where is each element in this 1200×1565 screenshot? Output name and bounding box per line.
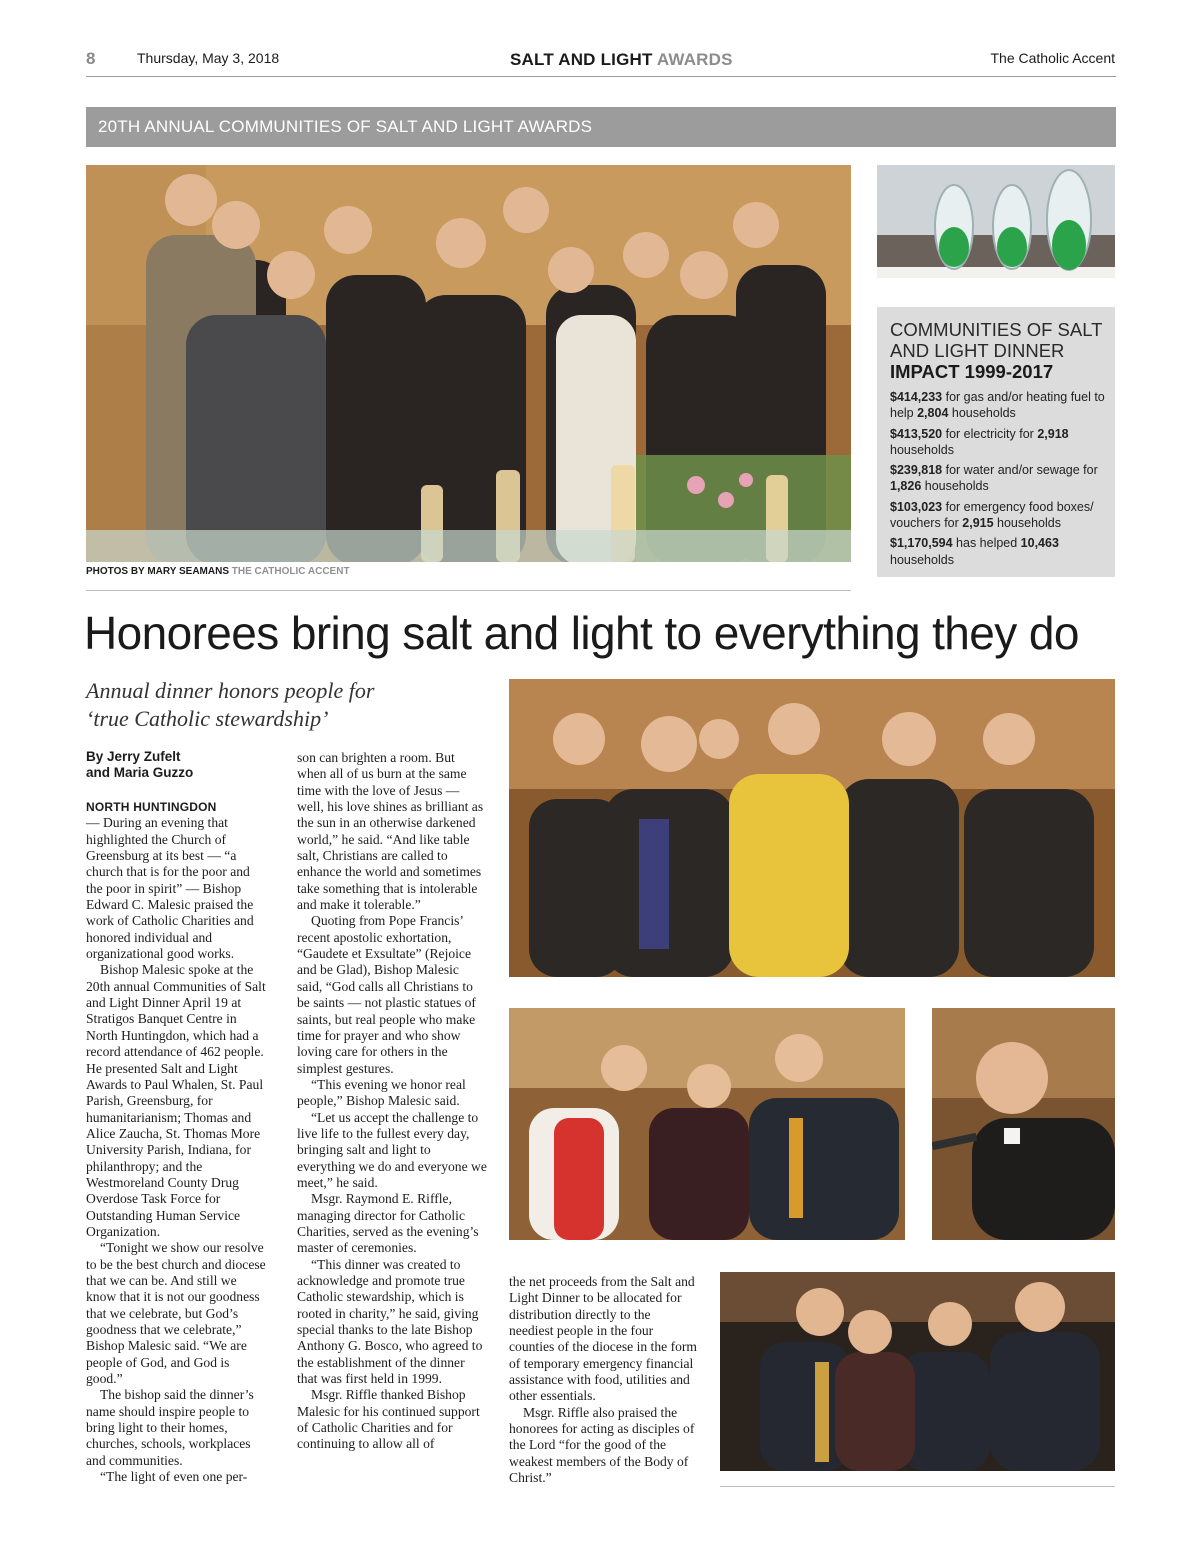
impact-item: $413,520 for electricity for 2,918 households [890, 426, 1069, 457]
section-title-primary: SALT AND LIGHT [510, 50, 653, 69]
header-divider [86, 76, 1116, 77]
paragraph: son can brighten a room. But when all of us burn at the same time with the love of Jesus — well, his love shines as brilliant as the sun in an otherwise darkened world,” he said. “And like table salt, Christians are called to enhance the world and sometimes take something that is intolerable and make it tolerable.” [297, 750, 484, 913]
paragraph: Msgr. Riffle thanked Bishop Malesic for his continued support of Catholic Charities and for continuing to allow all of [297, 1387, 480, 1452]
dateline: NORTH HUNTINGDON [86, 800, 217, 814]
honorees-photo-bottom [720, 1272, 1115, 1471]
banner-title: 20TH ANNUAL COMMUNITIES OF SALT AND LIGHT AWARDS [98, 117, 593, 136]
credit-divider [86, 590, 851, 591]
impact-list [890, 389, 1110, 572]
paragraph: — During an evening that highlighted the Church of Greensburg at its best — “a church that is for the poor and the poor in spirit” — Bishop Edward C. Malesic praised the work of Catholic Charities and honored individual and organizational good works. [86, 815, 254, 962]
article-column-3 [509, 1274, 697, 1486]
bottom-divider [720, 1486, 1115, 1487]
paragraph: “Let us accept the challenge to live life to the fullest every day, bringing salt and light to everything we do and everyone we meet,” he said. [297, 1109, 487, 1190]
speaker-portrait-photo [932, 1008, 1115, 1240]
publication-name: The Catholic Accent [990, 50, 1115, 66]
sidebar-subheading: IMPACT 1999-2017 [890, 361, 1054, 382]
paragraph: The bishop said the dinner’s name should inspire people to bring light to their homes, churches, schools, workplaces and communities. [86, 1387, 254, 1468]
photo-credit: PHOTOS BY MARY SEAMANS THE CATHOLIC ACCENT [86, 566, 350, 577]
paragraph: “This evening we honor real people,” Bishop Malesic said. [297, 1076, 466, 1109]
page-number: 8 [86, 49, 96, 68]
paragraph: “The light of even one per- [100, 1469, 248, 1485]
article-column-1 [86, 749, 268, 1485]
paragraph: Msgr. Raymond E. Riffle, managing director for Catholic Charities, served as the evening’s master of ceremonies. [297, 1191, 479, 1256]
byline: By Jerry Zufelt and Maria Guzzo [86, 749, 194, 780]
impact-item: $239,818 for water and/or sewage for 1,826 households [890, 463, 1098, 494]
section-title [510, 50, 733, 70]
impact-sidebar [877, 307, 1115, 577]
section-banner [86, 107, 1116, 147]
article-headline: Honorees bring salt and light to everything they do [84, 607, 1079, 659]
award-trophies-photo [877, 165, 1115, 278]
article-column-2 [297, 750, 487, 1453]
paragraph: Msgr. Riffle also praised the honorees for acting as disciples of the Lord “for the good of the weakest members of the Body of Christ.” [509, 1404, 695, 1486]
paragraph: Quoting from Pope Francis’ recent apostolic exhortation, “Gaudete et Exsultate” (Rejoice and be Glad), Bishop Malesic said, “God calls all Christians to be saints — not plastic statues of saints, but real people who make time for prayer and who show loving care for others in the simplest gestures. [297, 913, 476, 1076]
issue-date: Thursday, May 3, 2018 [137, 50, 280, 66]
paragraph: the net proceeds from the Salt and Light Dinner to be allocated for distribution directly to the neediest people in the four counties of the diocese in the form of temporary emergency financial assistance with food, utilities and other essentials. [509, 1274, 697, 1404]
group-photo-main [86, 165, 851, 562]
group-photo-honorees [509, 679, 1115, 977]
impact-item: $103,023 for emergency food boxes/ vouchers for 2,915 households [890, 499, 1094, 531]
impact-item: $414,233 for gas and/or heating fuel to help 2,804 households [890, 390, 1105, 421]
paragraph: Bishop Malesic spoke at the 20th annual Communities of Salt and Light Dinner April 19 at Stratigos Banquet Centre in North Huntingdon, which had a record attendance of 462 people. He presented Salt and Light Awards to Paul Whalen, St. Paul Parish, Greensburg, for humanitarianism; Thomas and Alice Zaucha, St. Thomas More University Parish, Indiana, for philanthropy; and the Westmoreland County Drug Overdose Task Force for Outstanding Human Service Organization. [86, 962, 266, 1239]
sidebar-heading: COMMUNITIES OF SALT AND LIGHT DINNER [890, 319, 1103, 361]
impact-item: $1,170,594 has helped 10,463 households [890, 536, 1059, 567]
section-title-secondary: AWARDS [656, 50, 733, 69]
article-deck: Annual dinner honors people for ‘true Catholic stewardship’ [86, 678, 375, 731]
paragraph: “This dinner was created to acknowledge and promote true Catholic stewardship, which is rooted in charity,” he said, giving special thanks to the late Bishop Anthony G. Bosco, who agreed to the establishment of the dinner that was first held in 1999. [297, 1256, 483, 1387]
couple-photo-group [509, 1008, 905, 1240]
paragraph: “Tonight we show our resolve to be the best church and diocese that we can be. And still we know that it is not our goodness that we celebrate, but God’s goodness that we celebrate,” Bishop Malesic said. “We are people of God, and God is good.” [86, 1240, 266, 1387]
